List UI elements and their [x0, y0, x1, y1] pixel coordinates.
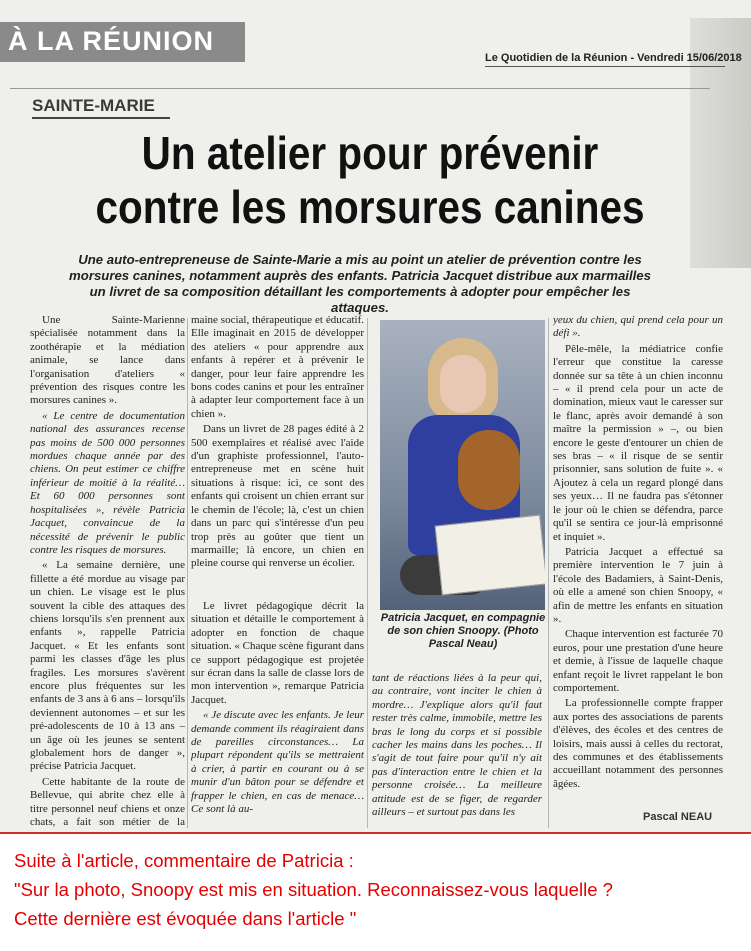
comment-line-1: Suite à l'article, commentaire de Patricia : [14, 850, 354, 871]
clipping-border [0, 832, 751, 834]
column-rule [367, 318, 368, 828]
kicker-underline [32, 117, 170, 119]
paragraph: « La semaine dernière, une fillette a été mordue au visage par un chien. Le visage est le plus souvent la cible des attaques des chiens lorsqu'ils s'en prennent aux enfants », rappelle Patricia Jacquet. « Et les enfants sont parmi les classes d'âge les plus fragiles. Les morsures s'avèrent encore plus fréquentes sur les enfants de 3 ans à 6 ans – lorsqu'ils deviennent autonomes – et sur les pré-adolescents de 10 à 13 ans – un âge où les jeunes se sentent globalement hors de danger », précise Patricia Jacquet. [30, 559, 185, 773]
booklet-figure [435, 515, 545, 596]
article-headline [80, 126, 661, 234]
patricia-comment [14, 846, 744, 933]
location-kicker: SAINTE-MARIE [32, 96, 155, 115]
section-title: À LA RÉUNION [8, 26, 214, 56]
paragraph: tant de réactions liées à la peur qui, au contraire, vont inciter le chien à mordre… J'explique alors qu'il faut rester très calme, immobile, mettre les bras le long du corps et si possible cacher les mains dans les poches… Il s'agit de tout faire pour qu'il n'y ait pas d'interaction entre le chien et la personne croisée… La meilleure attitude est de se figer, de regarder ailleurs – et surtout pas dans les [372, 672, 542, 819]
paragraph: Cette habitante de la route de Bellevue, qui abrite chez elle à titre personnel neuf chiens et onze chats, a fait son métier de la [30, 775, 185, 829]
headline-line-2: contre les morsures canines [95, 181, 645, 233]
newspaper-date-line: Le Quotidien de la Réunion - Vendredi 15/06/2018 [485, 52, 742, 64]
article-column-1 [30, 314, 185, 830]
paragraph: Chaque intervention est facturée 70 euros, pour une prestation d'une heure et demie, à l'issue de laquelle chaque enfant reçoit le livret rappelant le bon comportement. [553, 628, 723, 694]
article-column-3 [372, 672, 542, 830]
photo-caption: Patricia Jacquet, en compagnie de son chien Snoopy. (Photo Pascal Neau) [380, 612, 546, 650]
comment-line-2: "Sur la photo, Snoopy est mis en situation. Reconnaissez-vous laquelle ? [14, 879, 613, 900]
article-column-2-top [191, 314, 364, 585]
article-column-2-bottom [191, 600, 364, 830]
column-rule [187, 318, 188, 828]
header-divider [485, 66, 725, 67]
article-photo [380, 320, 545, 610]
paragraph: Le livret pédagogique décrit la situation et détaille le comportement à adopter en fonction de chaque situation. « Chaque scène figurant dans ce support pédagogique est projetée sur écran dans la salle de classe lors de mon intervention », remarque Patricia Jacquet. [191, 600, 364, 706]
paragraph: yeux du chien, qui prend cela pour un défi ». [553, 314, 723, 340]
article-column-4 [553, 314, 723, 814]
comment-line-3: Cette dernière est évoquée dans l'article " [14, 908, 357, 929]
paragraph: Une Sainte-Marienne spécialisée notamment dans la zoothérapie et la médiation animale, se lance dans l'organisation d'ateliers « prévention des risques contre les morsures canines ». [30, 314, 185, 407]
headline-line-1: Un atelier pour prévenir [141, 127, 599, 179]
author-byline: Pascal NEAU [643, 811, 713, 823]
article-standfirst: Une auto-entrepreneuse de Sainte-Marie a mis au point un atelier de prévention contre les morsures canines, notamment auprès des enfants. Patricia Jacquet distribue aux marmailles un livret de sa composition détaillant les comportements à adopter pour empêcher les attaques. [69, 252, 651, 315]
dog-figure [458, 430, 520, 510]
paragraph: Pêle-mêle, la médiatrice confie l'erreur que constitue la caresse donnée sur sa tête à un chien inconnu – « il prend cela pour un acte de domination, mieux vaut le caresser sur le flanc, après avoir demandé à son maître la permission » –, ou bien encore le geste d'entourer un chien de ses bras – « il risque de se sentir prisonnier, sans solution de fuite ». « Ajoutez à cela un regard plongé dans ses yeux… Il ne faudra pas s'étonner le jour où le chien se défendra, parce qu'il se sentira ce jour-là emprisonné et inquiet ». [553, 342, 723, 543]
column-rule [548, 318, 549, 828]
paragraph: Patricia Jacquet a effectué sa première intervention le 7 juin à l'école des Badamiers, à Saint-Denis, où elle a amené son chien Snoopy, « afin de mettre les enfants en situation ». [553, 545, 723, 625]
top-divider [10, 88, 710, 89]
paragraph: La professionnelle compte frapper aux portes des associations de parents d'élèves, des écoles et des centres de loisirs, mais aussi à celles du rectorat, des communes et des établissements accueillant notamment des personnes âgées. [553, 697, 723, 790]
paragraph: maine social, thérapeutique et éducatif. Elle imaginait en 2015 de développer des ateliers « pour apprendre aux enfants à repérer et à prévenir le danger, pour leur faire apprendre les bons codes canins et pour les entraîner à adapter leur comportement face à un chien ». [191, 314, 364, 420]
paragraph: Dans un livret de 28 pages édité à 2 500 exemplaires et réalisé avec l'aide d'un graphiste professionnel, l'auto-entrepreneuse met en scène huit situations à risque: ici, ce sont des enfants qui croisent un chien errant sur le chemin de l'école; là, c'est un chien dans un parc qui s'intéresse d'un peu trop près au goûter que tient un marmaille; là encore, un chien en pleine course qui renverse un écolier. [191, 423, 364, 570]
paragraph: « Le centre de documentation national des assurances recense pas moins de 500 000 personnes mordues chaque année par des chiens. On peut estimer ce chiffre inférieur de moitié à la réalité… Et 60 000 personnes sont hospitalisées », révèle Patricia Jacquet, convaincue de la nécessité de prévenir le public contre les risques de morsures. [30, 409, 185, 556]
section-band [0, 22, 245, 62]
paragraph: « Je discute avec les enfants. Je leur demande comment ils réagiraient dans de pareilles circonstances… La plupart répondent qu'ils se mettraient à crier, à partir en courant ou à se munir d'un bâton pour se défendre et frapper le chien, en cas de menace… Ce sont là au- [191, 709, 364, 816]
